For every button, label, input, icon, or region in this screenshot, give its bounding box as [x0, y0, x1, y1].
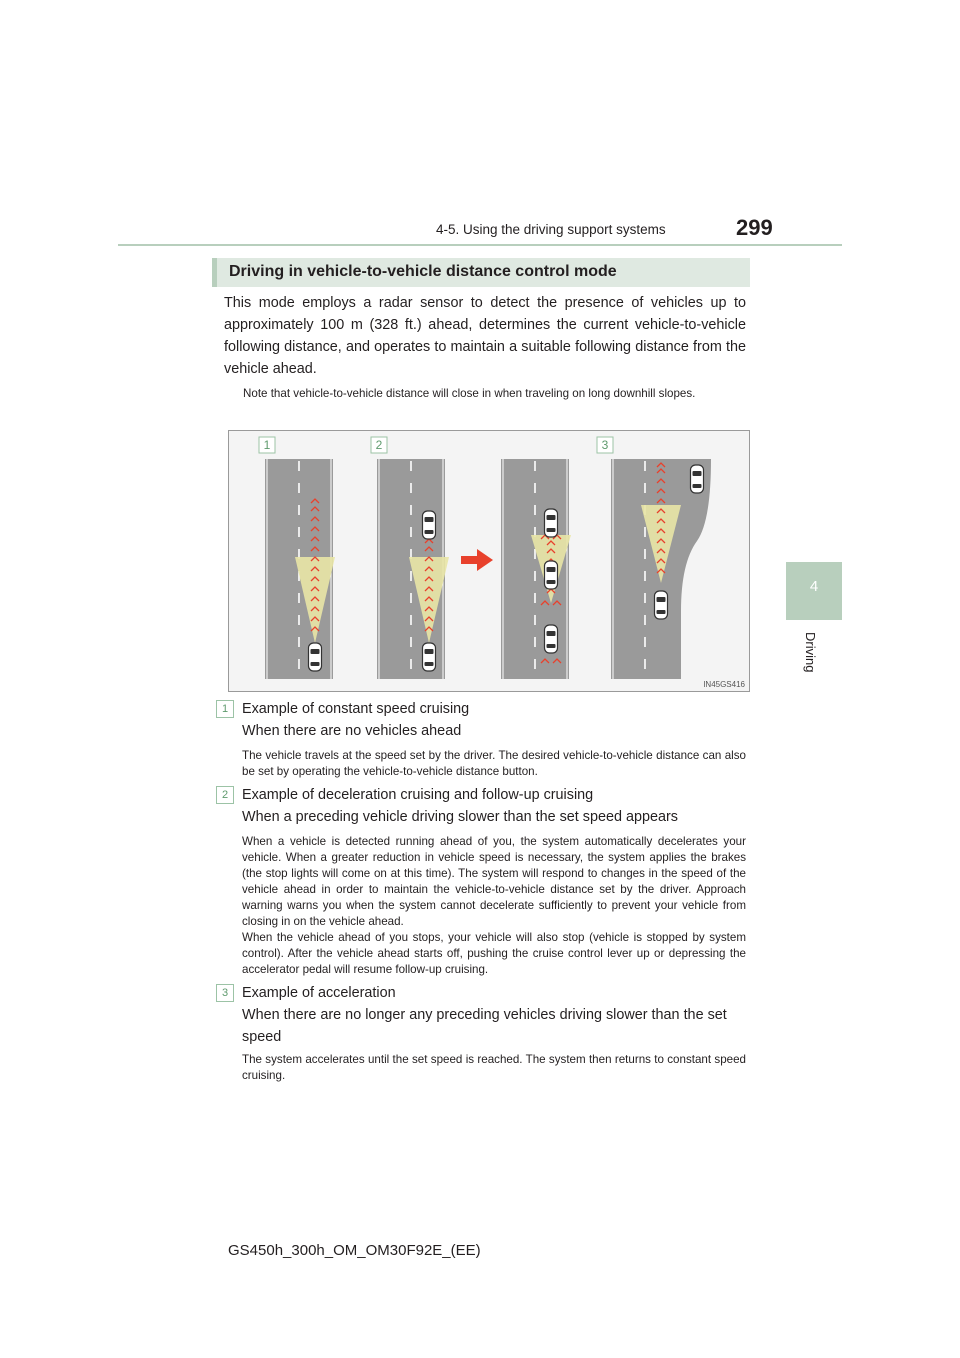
item-description-paragraph: When the vehicle ahead of you stops, your vehicle will also stop (vehicle is stopped by system control). After the vehicle ahead starts off, pushing the cruise control lever up or depressing the accelerator pedal will resume follow-up cruising. [242, 931, 746, 976]
header-section-title: 4-5. Using the driving support systems [436, 222, 666, 237]
own-vehicle-icon [423, 643, 436, 671]
item-title-line: Example of acceleration [242, 985, 396, 1001]
header-rule [118, 244, 842, 246]
item-title-line: Example of constant speed cruising [242, 701, 470, 717]
intro-paragraph: This mode employs a radar sensor to detect the presence of vehicles up to approximately 100 m (328 ft.) ahead, determines the current vehicle-to-vehicle following distance, and operates to maintain a suitable following distance from the vehicle ahead. [224, 295, 746, 377]
section-heading-bar [212, 258, 750, 287]
callout-1 [259, 437, 275, 453]
road-4 [611, 459, 711, 679]
item-title-line: Example of deceleration cruising and follow-up cruising [242, 787, 594, 803]
item-number: 1 [216, 700, 234, 718]
cruise-control-diagram [228, 430, 750, 692]
own-vehicle-icon [655, 591, 668, 619]
item-description: The system accelerates until the set speed is reached. The system then returns to constant speed cruising. [242, 1053, 746, 1082]
item-title-line: When there are no longer any preceding vehicles driving slower than the set speed [242, 1007, 727, 1045]
road-2 [377, 459, 449, 679]
list-item [216, 982, 750, 1092]
item-title [242, 784, 746, 828]
section-title: Driving in vehicle-to-vehicle distance control mode [229, 263, 617, 280]
figure-code: IN45GS416 [703, 680, 745, 689]
own-vehicle-icon [545, 561, 558, 589]
chapter-tab[interactable] [786, 562, 842, 620]
item-description-paragraph: When a vehicle is detected running ahead of you, the system automatically decelerates your vehicle. When a greater reduction in vehicle speed is necessary, the system applies the brakes (the stop lights will come on at this time). The system will respond to changes in the speed of the vehicle ahead in order to maintain the vehicle-to-vehicle distance set by the driver. Approach warning warns you when the system cannot decelerate sufficiently to prevent your vehicle from closing in on the vehicle ahead. [242, 835, 746, 928]
list-item [216, 784, 750, 980]
preceding-vehicle-icon [423, 511, 436, 539]
item-description [242, 834, 746, 978]
item-title [242, 982, 746, 1048]
road-1 [265, 459, 335, 679]
item-description: The vehicle travels at the speed set by the driver. The desired vehicle-to-vehicle distance can also be set by operating the vehicle-to-vehicle distance button. [242, 749, 746, 778]
item-number: 2 [216, 786, 234, 804]
callout-3 [597, 437, 613, 453]
own-vehicle-icon [309, 643, 322, 671]
item-title [242, 698, 746, 742]
item-number: 3 [216, 984, 234, 1002]
transition-arrow-icon [461, 549, 493, 571]
callout-2-label: 2 [375, 438, 383, 452]
item-title-line: When a preceding vehicle driving slower than the set speed appears [242, 809, 678, 825]
chapter-tab-number: 4 [809, 578, 819, 595]
list-item [216, 698, 750, 784]
callout-3-label: 3 [601, 438, 609, 452]
road-3 [501, 459, 571, 679]
callout-1-label: 1 [263, 438, 271, 452]
note-paragraph: Note that vehicle-to-vehicle distance will close in when traveling on long downhill slopes. [243, 387, 696, 400]
page-number: 299 [736, 215, 773, 240]
preceding-vehicle-icon [545, 509, 558, 537]
merged-vehicle-icon [691, 465, 704, 493]
chapter-tab-label: Driving [803, 632, 818, 673]
item-title-line: When there are no vehicles ahead [242, 723, 462, 739]
following-vehicle-icon [545, 625, 558, 653]
callout-2 [371, 437, 387, 453]
footer-document-code: GS450h_300h_OM_OM30F92E_(EE) [228, 1242, 481, 1259]
